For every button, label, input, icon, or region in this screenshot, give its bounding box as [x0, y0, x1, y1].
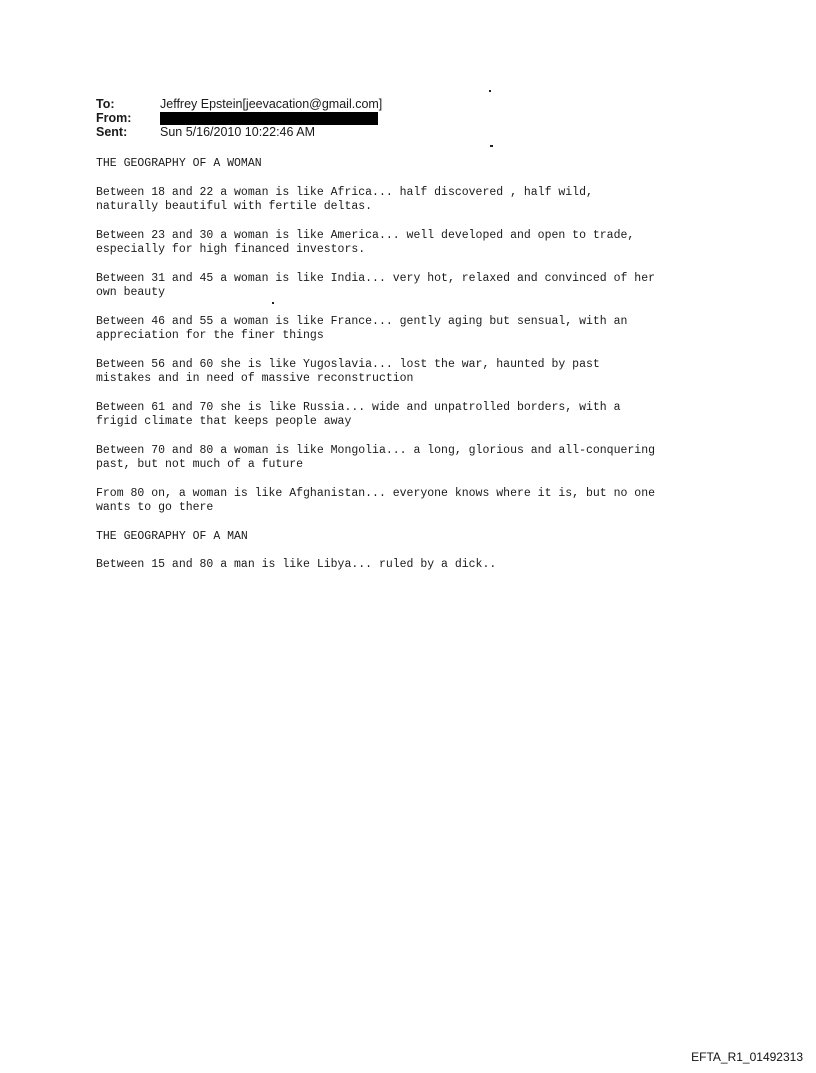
- body-paragraph: Between 18 and 22 a woman is like Africa... half discovered , half wild, naturally beautiful with fertile deltas.: [96, 185, 593, 213]
- body-heading: THE GEOGRAPHY OF A MAN: [96, 529, 248, 543]
- sent-value: Sun 5/16/2010 10:22:46 AM: [160, 125, 315, 139]
- email-body: [96, 157, 756, 587]
- scan-speck: [489, 90, 491, 92]
- to-label: To:: [96, 97, 115, 111]
- sent-row: [96, 125, 382, 139]
- from-label: From:: [96, 111, 132, 125]
- body-paragraph: Between 15 and 80 a man is like Libya... ruled by a dick..: [96, 558, 497, 571]
- body-paragraph: Between 70 and 80 a woman is like Mongolia... a long, glorious and all-conquering past, but not much of a future: [96, 443, 655, 471]
- body-paragraph: Between 56 and 60 she is like Yugoslavia... lost the war, haunted by past mistakes and in need of massive reconstruction: [96, 357, 600, 385]
- sent-label: Sent:: [96, 125, 128, 139]
- to-row: [96, 97, 382, 111]
- body-paragraph: Between 31 and 45 a woman is like India... very hot, relaxed and convinced of her own beauty: [96, 271, 655, 299]
- body-paragraph: Between 23 and 30 a woman is like America... well developed and open to trade, especially for high financed investors.: [96, 228, 635, 256]
- to-value: Jeffrey Epstein[jeevacation@gmail.com]: [160, 97, 383, 111]
- from-row: [96, 111, 382, 125]
- email-header: [96, 97, 382, 139]
- body-paragraph: Between 46 and 55 a woman is like France... gently aging but sensual, with an appreciation for the finer things: [96, 314, 628, 342]
- body-paragraph: Between 61 and 70 she is like Russia... wide and unpatrolled borders, with a frigid climate that keeps people away: [96, 400, 621, 428]
- scan-speck: [490, 145, 493, 147]
- body-heading: THE GEOGRAPHY OF A WOMAN: [96, 157, 262, 170]
- document-id: EFTA_R1_01492313: [691, 1050, 803, 1064]
- redaction-bar: [160, 112, 378, 125]
- body-paragraph: From 80 on, a woman is like Afghanistan... everyone knows where it is, but no one wants to go there: [96, 486, 655, 514]
